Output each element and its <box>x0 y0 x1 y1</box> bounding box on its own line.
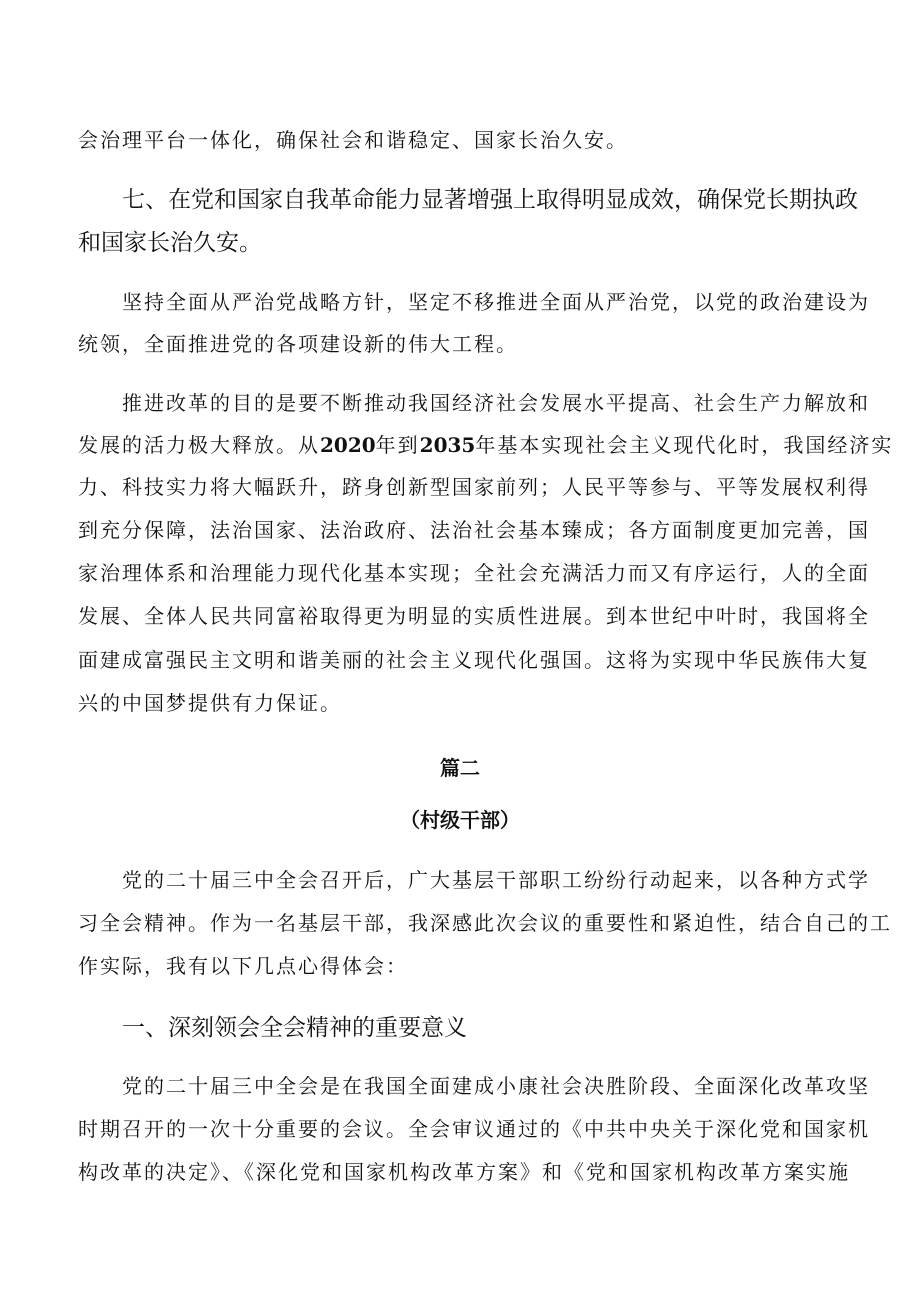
paragraph-line: 推进改革的目的是要不断推动我国经济社会发展水平提高、社会生产力解放和 <box>122 391 870 415</box>
paragraph-line: 面建成富强民主文明和谐美丽的社会主义现代化强国。这将为实现中华民族伟大复 <box>78 648 870 672</box>
text-run: 年基本实现社会主义现代化时，我国经济实 <box>475 433 894 457</box>
paragraph-line: 家治理体系和治理能力现代化基本实现；全社会充满活力而又有序运行，人的全面 <box>78 561 870 585</box>
part-title: 篇二 <box>440 756 480 780</box>
paragraph-line: 时期召开的一次十分重要的会议。全会审议通过的《中共中央关于深化党和国家机 <box>78 1117 870 1141</box>
paragraph-line: 构改革的决定》、《深化党和国家机构改革方案》和《党和国家机构改革方案实施 <box>78 1160 850 1184</box>
paragraph-line: 坚持全面从严治党战略方针，坚定不移推进全面从严治党，以党的政治建设为 <box>122 290 870 314</box>
section-heading-cont: 和国家长治久安。 <box>78 230 262 256</box>
paragraph-line: 统领，全面推进党的各项建设新的伟大工程。 <box>78 332 518 356</box>
paragraph-line: 到充分保障，法治国家、法治政府、法治社会基本臻成；各方面制度更加完善，国 <box>78 518 870 542</box>
paragraph-line: 兴的中国梦提供有力保证。 <box>78 691 342 715</box>
year-number: 2020 <box>320 433 376 457</box>
paragraph-line: 力、科技实力将大幅跃升，跻身创新型国家前列；人民平等参与、平等发展权利得 <box>78 475 870 499</box>
paragraph-line: 习全会精神。作为一名基层干部，我深感此次会议的重要性和紧迫性，结合自己的工 <box>78 911 892 935</box>
part-subtitle: （村级干部） <box>400 808 520 832</box>
paragraph-line: 作实际，我有以下几点心得体会： <box>78 954 408 978</box>
section-heading: 一、深刻领会全会精神的重要意义 <box>122 1015 467 1041</box>
section-heading: 七、在党和国家自我革命能力显著增强上取得明显成效，确保党长期执政 <box>122 187 858 213</box>
paragraph-line: 党的二十届三中全会召开后，广大基层干部职工纷纷行动起来，以各种方式学 <box>122 868 870 892</box>
paragraph-line: 发展、全体人民共同富裕取得更为明显的实质性进展。到本世纪中叶时，我国将全 <box>78 604 870 628</box>
text-run: 年到 <box>375 433 420 457</box>
paragraph-line: 会治理平台一体化，确保社会和谐稳定、国家长治久安。 <box>78 128 628 152</box>
paragraph-line: 党的二十届三中全会是在我国全面建成小康社会决胜阶段、全面深化改革攻坚 <box>122 1074 870 1098</box>
paragraph-line <box>78 431 894 459</box>
year-number: 2035 <box>419 433 476 457</box>
text-run: 发展的活力极大释放。从 <box>78 433 320 457</box>
